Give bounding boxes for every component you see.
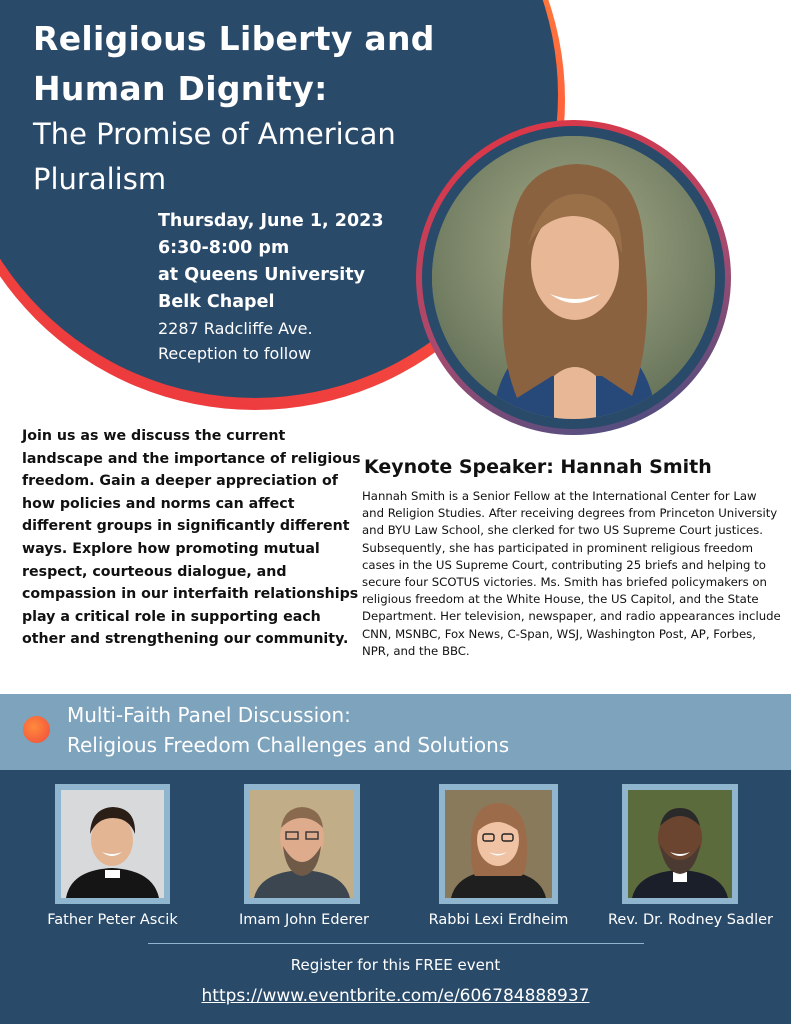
intro-paragraph: Join us as we discuss the current landscape and the importance of religious freedom. Gain a deeper appreciation of how policies and norms can affect different groups in significantly different ways. Explore how promoting mutual respect, courteous dialogue, and compassion in our interfaith relationships play a critical role in supporting each other and strengthening our community.	[22, 428, 361, 648]
panelist-name: Father Peter Ascik	[47, 912, 178, 928]
panelist-photo-frame	[55, 784, 170, 904]
subtitle-line-2: Pluralism	[33, 162, 167, 196]
panelist-name: Imam John Ederer	[239, 912, 369, 928]
panelist-photo	[250, 790, 354, 898]
panelist-name: Rabbi Lexi Erdheim	[428, 912, 569, 928]
title-line-1: Religious Liberty and	[33, 19, 435, 58]
title-line-2: Human Dignity:	[33, 69, 328, 108]
panel-dot-icon	[23, 716, 50, 743]
register-text: Register for this FREE event	[290, 956, 501, 974]
event-note: Reception to follow	[158, 344, 312, 363]
panelist-photo-frame	[622, 784, 738, 904]
event-venue-line-1: at Queens University	[158, 265, 366, 285]
subtitle-line-1: The Promise of American	[33, 117, 396, 151]
registration-link[interactable]: https://www.eventbrite.com/e/606784888937	[201, 986, 590, 1006]
event-time: 6:30-8:00 pm	[158, 238, 290, 258]
panel-heading-line-2: Religious Freedom Challenges and Solutions	[67, 733, 510, 757]
panelist-photo	[61, 790, 164, 898]
event-venue-line-2: Belk Chapel	[158, 292, 275, 312]
panelist-photo	[445, 790, 552, 898]
panelist-photo-frame	[244, 784, 360, 904]
divider	[148, 943, 644, 944]
event-address: 2287 Radcliffe Ave.	[158, 319, 313, 338]
panel-heading-line-1: Multi-Faith Panel Discussion:	[67, 703, 351, 727]
panelist-photo-frame	[439, 784, 558, 904]
event-date: Thursday, June 1, 2023	[158, 211, 384, 231]
panelist-name: Rev. Dr. Rodney Sadler	[607, 912, 774, 928]
panelist-photo	[628, 790, 732, 898]
keynote-speaker-photo	[432, 136, 715, 419]
keynote-bio: Hannah Smith is a Senior Fellow at the International Center for Law and Religion Studies. After receiving degrees from Princeton University and BYU Law School, she clerked for two US Supreme Court justices. Subsequently, she has participated in prominent religious freedom cases in the US Supreme Court, contributing 25 briefs and helping to secure four SCOTUS victories. Ms. Smith has briefed policymakers on religious freedom at the White House, the US Capitol, and the State Department. Her television, newspaper, and radio appearances include CNN, MSNBC, Fox News, C-Span, WSJ, Washington Post, AP, Forbes, NPR, and the BBC.	[362, 489, 781, 658]
keynote-heading: Keynote Speaker: Hannah Smith	[364, 456, 712, 478]
